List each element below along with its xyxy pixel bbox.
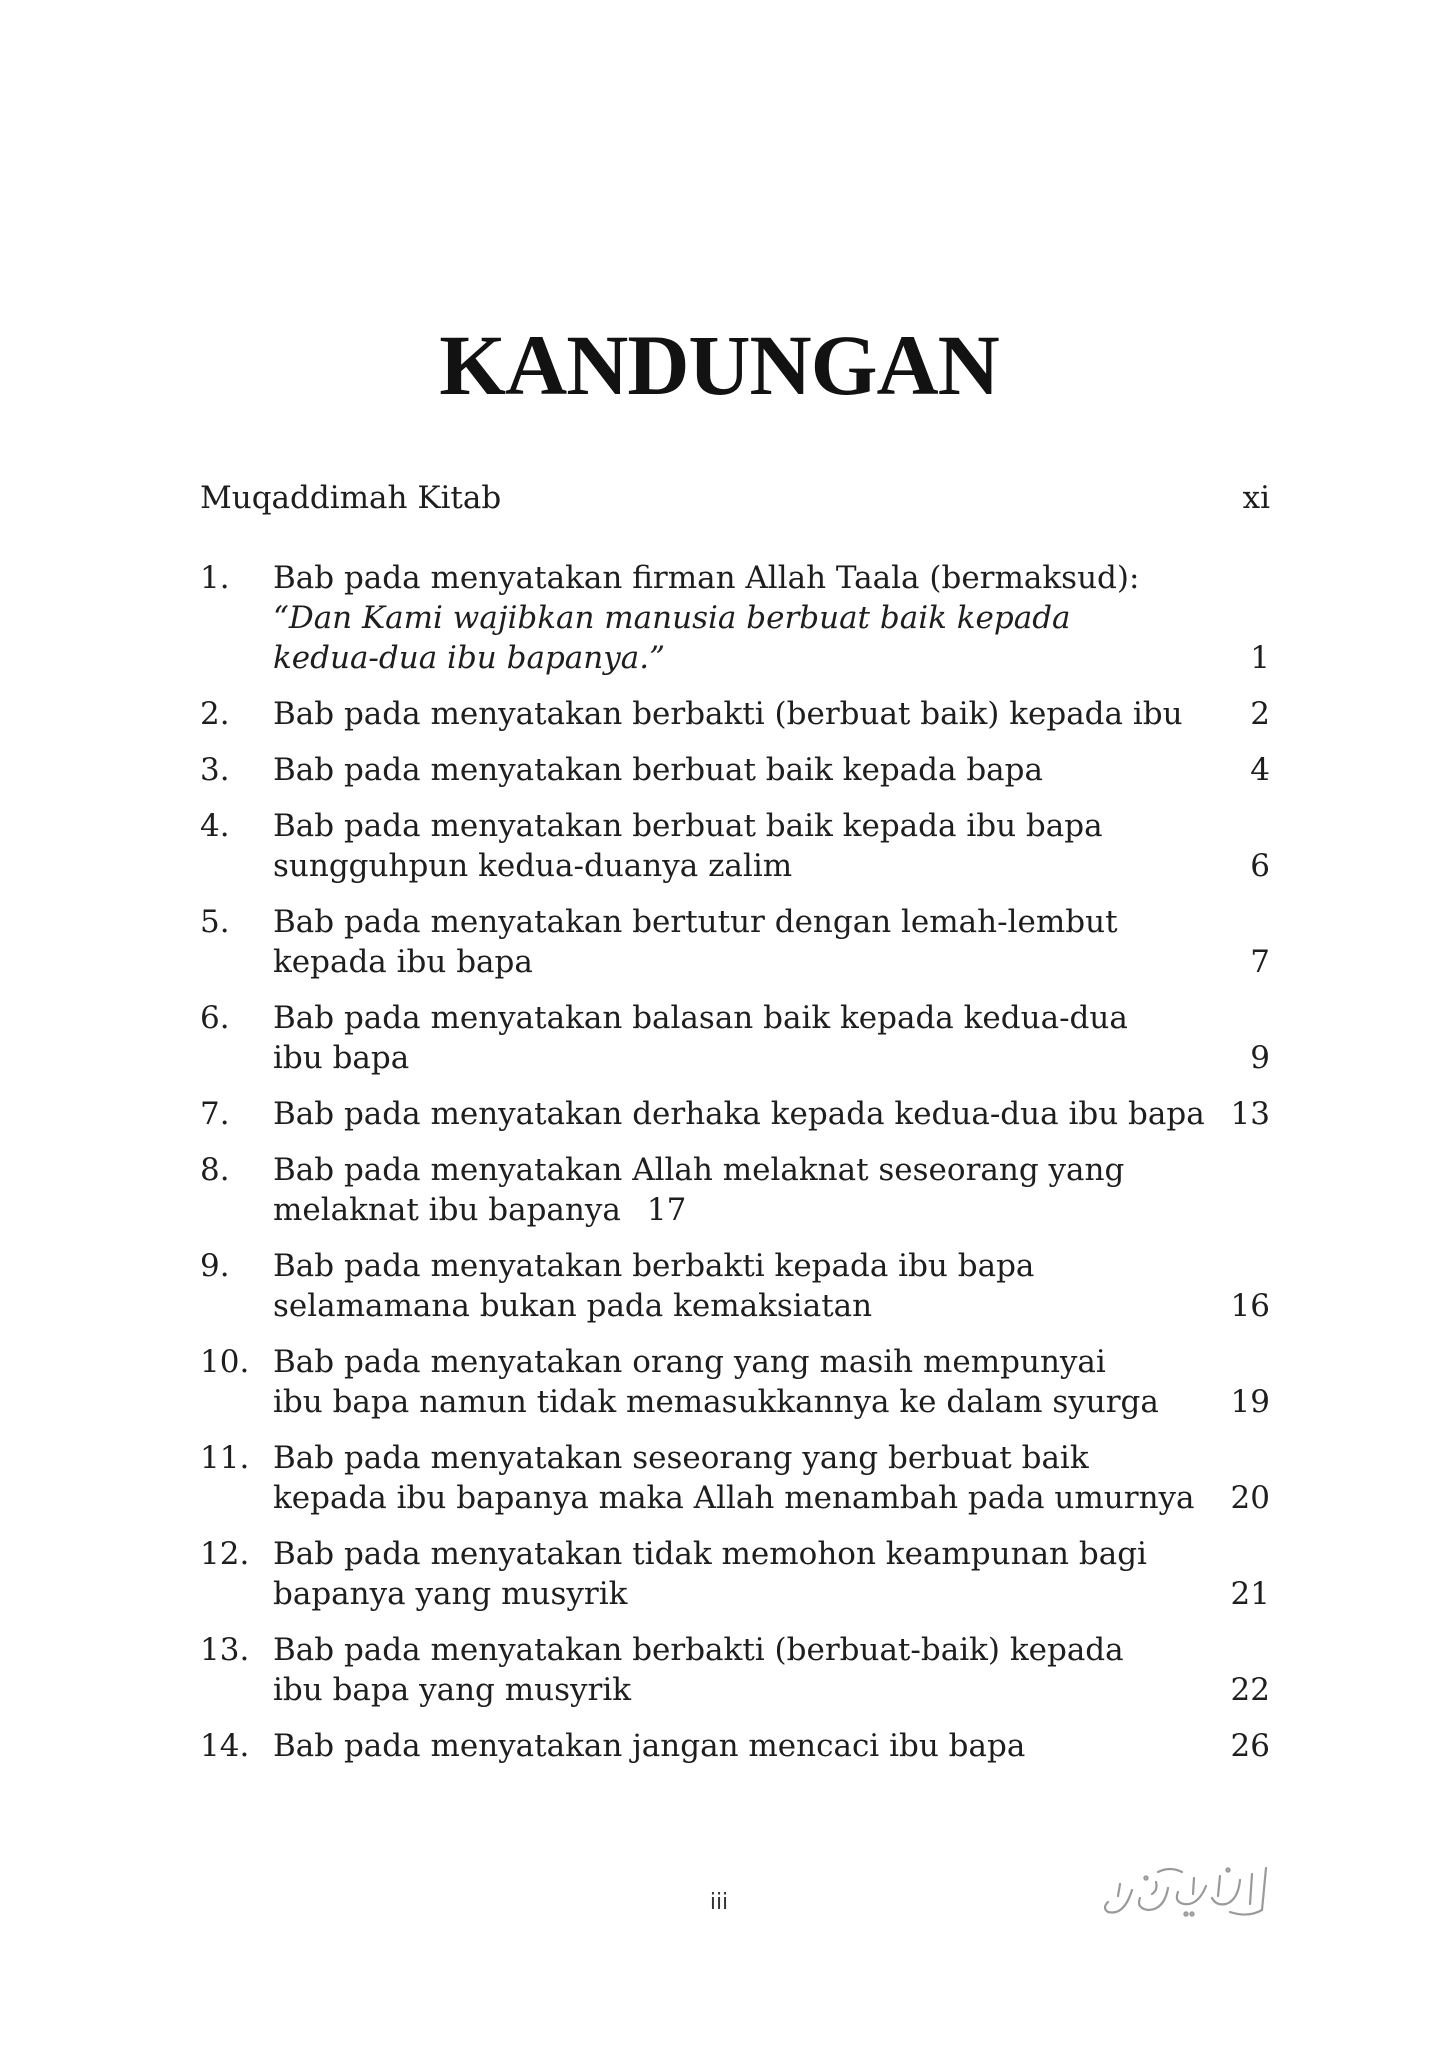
toc-entry-line: Bab pada menyatakan berbuat baik kepada ibu bapa: [273, 808, 1103, 844]
toc-entry: [200, 1534, 1270, 1614]
toc-entry-text: [273, 1438, 1210, 1518]
toc-entry-line: Bab pada menyatakan berbakti (berbuat baik) kepada ibu: [273, 696, 1183, 732]
toc-entry-page: 26: [1230, 1728, 1270, 1764]
page-title: KANDUNGAN: [439, 317, 999, 413]
toc-entry: [200, 750, 1270, 790]
toc-entry: [200, 694, 1270, 734]
toc-entry: [200, 1150, 1270, 1230]
toc-entry-page: 19: [1230, 1384, 1270, 1420]
toc-entry-page: 1: [1250, 640, 1270, 676]
toc-entry-line: bapanya yang musyrik: [273, 1576, 628, 1612]
toc-entry-number: 3.: [200, 752, 230, 788]
toc-entry: [200, 1438, 1270, 1518]
toc-entry-line: Bab pada menyatakan orang yang masih mempunyai: [273, 1344, 1106, 1380]
toc-entry-line: melaknat ibu bapanya: [273, 1192, 621, 1228]
toc-intro-page: xi: [1242, 480, 1270, 516]
toc-entry-number: 13.: [200, 1632, 250, 1668]
toc-entry-page: 20: [1230, 1480, 1270, 1516]
toc-entry-line: ibu bapa yang musyrik: [273, 1672, 632, 1708]
toc-entry-line: Bab pada menyatakan Allah melaknat seseorang yang: [273, 1152, 1125, 1188]
toc-entry-number: 14.: [200, 1728, 250, 1764]
toc-entry: [200, 902, 1270, 982]
toc-entry-text: [273, 694, 1210, 734]
toc-entry-number: 11.: [200, 1440, 250, 1476]
toc-entry-page: 13: [1230, 1096, 1270, 1132]
toc-entry-line: Bab pada menyatakan bertutur dengan lemah-lembut: [273, 904, 1118, 940]
toc-entry: [200, 1726, 1270, 1766]
toc-entry-number: 12.: [200, 1536, 250, 1572]
toc-entry-page: 22: [1230, 1672, 1270, 1708]
toc-entry-text: [273, 806, 1210, 886]
toc-entry-page: 2: [1250, 696, 1270, 732]
toc-entry-text: [273, 1246, 1210, 1326]
toc-entry-line: Bab pada menyatakan derhaka kepada kedua-dua ibu bapa: [273, 1096, 1205, 1132]
toc-entry-page: 21: [1230, 1576, 1270, 1612]
toc-entry-text: [273, 902, 1210, 982]
toc-entry-line: ibu bapa namun tidak memasukkannya ke dalam syurga: [273, 1384, 1159, 1420]
toc-entry: [200, 806, 1270, 886]
toc-entry: [200, 1094, 1270, 1134]
toc-entry-text: [273, 558, 1210, 678]
toc-entry-line: Bab pada menyatakan berbuat baik kepada bapa: [273, 752, 1043, 788]
toc-entry-line: kepada ibu bapa: [273, 944, 533, 980]
toc-entry-text: [273, 1630, 1210, 1710]
toc-entry: [200, 558, 1270, 678]
toc-entry-text: [273, 750, 1210, 790]
toc-entry-page: 16: [1230, 1288, 1270, 1324]
toc-entry-text: [273, 1534, 1210, 1614]
toc-entry-line: Bab pada menyatakan berbakti kepada ibu bapa: [273, 1248, 1035, 1284]
toc-intro-row: [200, 478, 1270, 518]
toc-entry-page: 6: [1250, 848, 1270, 884]
toc-entry-inline-page: 17: [646, 1192, 687, 1228]
toc-entry-number: 10.: [200, 1344, 250, 1380]
toc-entry-line: kepada ibu bapanya maka Allah menambah pada umurnya: [273, 1480, 1195, 1516]
toc-entry-line: selamamana bukan pada kemaksiatan: [273, 1288, 873, 1324]
toc-entry-line: Bab pada menyatakan seseorang yang berbuat baik: [273, 1440, 1089, 1476]
toc-entry-text: [273, 1094, 1210, 1134]
toc-entry-number: 7.: [200, 1096, 230, 1132]
toc-entry-number: 8.: [200, 1152, 230, 1188]
toc-intro-label: Muqaddimah Kitab: [200, 480, 502, 516]
toc-entry-text: [273, 1150, 1210, 1230]
toc-entry-number: 2.: [200, 696, 230, 732]
toc-entry: [200, 1630, 1270, 1710]
toc-entry: [200, 1342, 1270, 1422]
page-number-footer: iii: [709, 1890, 729, 1915]
toc-entry-number: 6.: [200, 1000, 230, 1036]
toc-entry-text: [273, 998, 1210, 1078]
toc-entry-page: 7: [1250, 944, 1270, 980]
toc-entry-page: 9: [1250, 1040, 1270, 1076]
toc-entry-line: Bab pada menyatakan balasan baik kepada kedua-dua: [273, 1000, 1128, 1036]
table-of-contents: [200, 478, 1270, 1782]
toc-entry-number: 5.: [200, 904, 230, 940]
toc-entry-text: [273, 1726, 1210, 1766]
toc-entry-quote-line: “Dan Kami wajibkan manusia berbuat baik kepada: [273, 600, 1071, 636]
toc-entry: [200, 1246, 1270, 1326]
toc-entry-text: [273, 1342, 1210, 1422]
toc-entry-quote-line: kedua-dua ibu bapanya.”: [273, 640, 665, 676]
toc-entry-line-with-page: [273, 1190, 1210, 1230]
toc-entry: [200, 998, 1270, 1078]
toc-entry-line: Bab pada menyatakan jangan mencaci ibu bapa: [273, 1728, 1026, 1764]
toc-entry-number: 4.: [200, 808, 230, 844]
toc-entry-line: Bab pada menyatakan berbakti (berbuat-baik) kepada: [273, 1632, 1124, 1668]
toc-entry-line: sungguhpun kedua-duanya zalim: [273, 848, 793, 884]
toc-entry-line: Bab pada menyatakan firman Allah Taala (bermaksud):: [273, 560, 1140, 596]
toc-entry-number: 1.: [200, 560, 230, 596]
toc-entry-line: ibu bapa: [273, 1040, 410, 1076]
toc-entry-number: 9.: [200, 1248, 230, 1284]
arabic-calligraphy-logo-icon: [1098, 1860, 1274, 1930]
toc-entry-line: Bab pada menyatakan tidak memohon keampunan bagi: [273, 1536, 1147, 1572]
toc-entry-page: 4: [1250, 752, 1270, 788]
